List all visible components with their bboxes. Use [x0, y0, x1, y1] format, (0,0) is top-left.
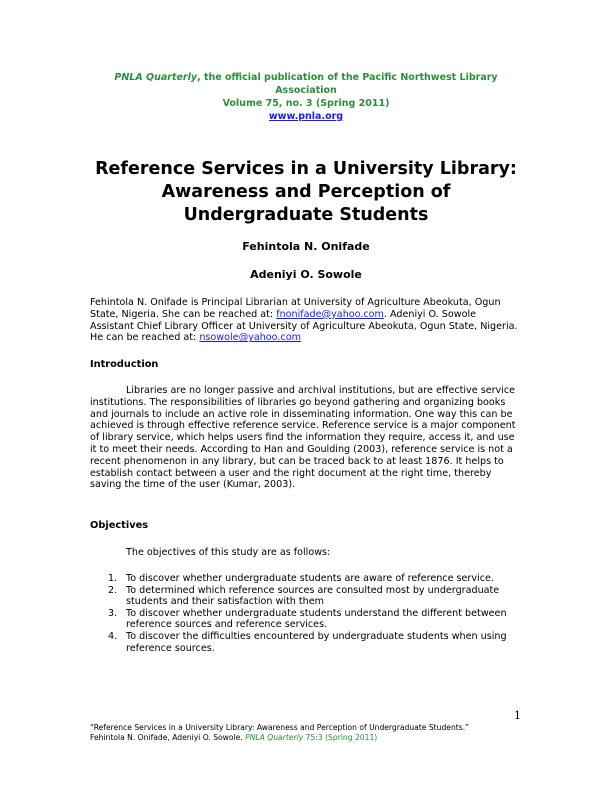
footer-journal: PNLA Quarterly — [245, 733, 304, 742]
page-number: 1 — [514, 709, 521, 722]
list-item-number: 2. — [108, 584, 118, 596]
journal-name: PNLA Quarterly — [114, 72, 198, 83]
journal-description: , the official publication of the Pacific Northwest Library Association — [197, 72, 498, 96]
email-link-2[interactable]: nsowole@yahoo.com — [199, 332, 301, 344]
section-heading-objectives: Objectives — [90, 520, 149, 531]
list-item-number: 1. — [108, 573, 118, 584]
masthead-line1 — [90, 71, 522, 97]
title-line-1: Reference Services in a University Library: — [95, 159, 517, 179]
list-item-text: To discover whether undergraduate students understand the different between reference sources and reference services. — [126, 607, 507, 631]
section-heading-introduction: Introduction — [90, 359, 159, 370]
author-bio — [90, 297, 522, 344]
list-item — [90, 573, 522, 585]
citation-footer — [90, 723, 522, 743]
list-item — [90, 608, 522, 631]
list-item-text: To discover whether undergraduate students are aware of reference service. — [126, 573, 494, 584]
list-item — [90, 585, 522, 608]
objectives-list — [90, 573, 522, 654]
article-title — [60, 158, 552, 227]
list-item-text: To discover the difficulties encountered by undergraduate students when using reference sources. — [126, 630, 507, 654]
footer-volume: 75:3 (Spring 2011) — [305, 733, 378, 742]
list-item-number: 3. — [108, 607, 118, 619]
bio-text-1: Fehintola N. Onifade is Principal Librarian at University of Agriculture Abeokuta, Ogun State, Nigeria. She can be reached at: — [90, 297, 501, 320]
footer-citation-line2 — [90, 733, 522, 743]
objectives-intro: The objectives of this study are as follows: — [126, 547, 331, 558]
journal-url-link[interactable]: www.pnla.org — [268, 111, 344, 122]
author-1: Fehintola N. Onifade — [242, 240, 370, 253]
title-line-2: Awareness and Perception of — [161, 182, 451, 202]
footer-authors: Fehintola N. Onifade, Adeniyi O. Sowole. — [90, 733, 243, 742]
journal-volume: Volume 75, no. 3 (Spring 2011) — [222, 98, 390, 109]
list-item-number: 4. — [108, 630, 118, 642]
bio-text-2: . Adeniyi O. Sowole Assistant Chief Library Officer at University of Agriculture Abeokuta, Ogun State, Nigeria. He can be reached at: — [90, 308, 518, 344]
list-item-text: To determined which reference sources are consulted most by undergraduate students and their satisfaction with them — [126, 584, 500, 608]
title-line-3: Undergraduate Students — [183, 205, 429, 225]
list-item — [90, 631, 522, 654]
email-link-1[interactable]: fnonifade@yahoo.com — [276, 308, 384, 320]
journal-masthead — [90, 71, 522, 123]
author-2: Adeniyi O. Sowole — [250, 268, 362, 281]
introduction-paragraph: Libraries are no longer passive and archival institutions, but are effective service institutions. The responsibilities of libraries go beyond gathering and organizing books and journals to include an active role in disseminating information. One way this can be achieved is through effective reference service. Reference service is a major component of library service, which helps users find the information they require, access it, and use it to meet their needs. According to Han and Goulding (2003), reference service is not a recent phenomenon in any library, but can be traced back to at least 1876. It helps to establish contact between a user and the right document at the right time, thereby saving the time of the user (Kumar, 2003). — [90, 385, 516, 491]
footer-citation-title: “Reference Services in a University Library: Awareness and Perception of Undergraduate Students.” — [90, 723, 470, 732]
